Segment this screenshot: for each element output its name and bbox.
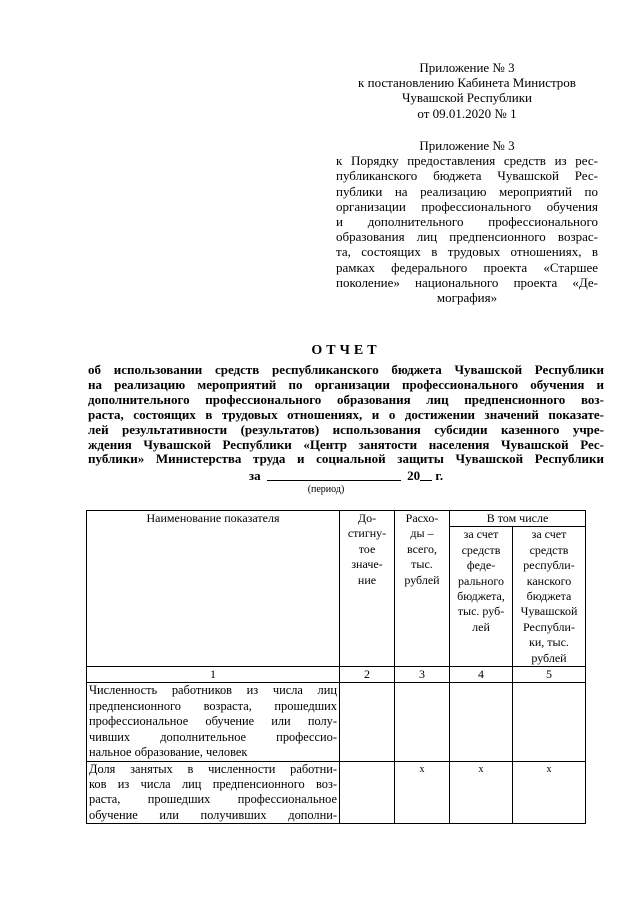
header-line: ние [357, 572, 377, 587]
federal-cell [450, 683, 513, 761]
appendix-resolution-line: к постановлению Кабинета Министров [358, 75, 576, 91]
report-title-block [88, 343, 604, 495]
header-line: лей [472, 619, 490, 634]
indicator-name-line: нальное образование, человек [89, 745, 248, 760]
report-subtitle-line: об использовании средств республиканского бюджета Чувашской Республики [88, 362, 604, 377]
indicator-name-cell [87, 761, 340, 824]
indicator-name-line: ков из числа лиц предпенсионного воз- [89, 776, 337, 791]
header-federal-budget [450, 527, 513, 667]
appendix-number: Приложение № 3 [419, 60, 515, 75]
header-line: бюджета [526, 589, 572, 604]
appendix-procedure-line: публиканского бюджета Чувашской Рес- [336, 168, 598, 184]
appendix-procedure-number: Приложение № 3 [419, 138, 515, 153]
report-table [86, 510, 586, 824]
appendix-procedure-text [336, 153, 598, 305]
republic-cell [513, 683, 586, 761]
appendix-procedure-line: и дополнительного профессионального [336, 214, 598, 230]
header-line: канского [526, 573, 572, 588]
federal-cell: x [450, 761, 513, 824]
indicator-name-cell [87, 683, 340, 761]
header-line: Республи- [523, 619, 575, 634]
header-line: средств [461, 542, 501, 557]
header-line: феде- [466, 558, 496, 573]
header-total-expenses [395, 511, 450, 667]
period-year-blank [420, 468, 432, 481]
header-line: Расхо- [405, 511, 439, 525]
appendix-procedure-line: та, состоящих в трудовых отношениях, в [336, 244, 598, 260]
expenses-cell [395, 683, 450, 761]
period-suffix: г. [435, 468, 444, 484]
report-subtitle-line: публики» Министерства труда и социальной защиты Чувашской Республики [88, 451, 604, 467]
header-line: рублей [404, 572, 440, 587]
header-line: стигну- [347, 526, 387, 541]
table-row [87, 683, 586, 761]
report-subtitle-line: раста, состоящих в трудовых отношениях, и о достижении значений показате- [88, 406, 604, 422]
period-caption: (период) [307, 484, 345, 496]
table-row [87, 761, 586, 824]
appendix-date-line: от 09.01.2020 № 1 [417, 105, 517, 121]
table-column-numbers-row [87, 667, 586, 683]
appendix-procedure-line: рамках федерального проекта «Старшее [336, 259, 598, 275]
header-line: ды – [410, 526, 434, 541]
appendix-procedure-line: публики на реализацию мероприятий по [336, 183, 598, 199]
column-number: 3 [395, 667, 450, 683]
header-achieved-value [340, 511, 395, 667]
indicator-name-line: чивших дополнительное профессио- [89, 729, 337, 744]
indicator-name-line: раста, прошедших профессиональное [89, 792, 337, 807]
header-line: Чувашской [520, 604, 578, 619]
header-line: бюджета, [457, 589, 505, 604]
report-subtitle-line: лей результативности (результатов) использования субсидии казенного учре- [88, 421, 604, 437]
header-line: за счет [531, 527, 567, 542]
appendix-procedure-line: мография» [436, 290, 498, 306]
column-number: 2 [340, 667, 395, 683]
header-line: средств [529, 542, 569, 557]
report-subtitle [88, 363, 604, 467]
period-prefix: за [248, 468, 261, 484]
header-line: рублей [531, 650, 567, 665]
period-blank [267, 468, 401, 481]
column-number: 5 [513, 667, 586, 683]
appendix-to-resolution [336, 60, 598, 121]
report-title: ОТЧЕТ [311, 343, 381, 358]
header-including: В том числе [450, 511, 586, 527]
header-line: тыс. руб- [457, 604, 505, 619]
expenses-cell: x [395, 761, 450, 824]
achieved-cell [340, 761, 395, 824]
header-line: тое [358, 541, 376, 556]
header-line: рального [458, 573, 504, 588]
appendix-procedure-line: образования лиц предпенсионного возрас- [336, 229, 598, 245]
indicator-name-line: Численность работников из числа лиц [89, 683, 337, 698]
header-line: за счет [463, 527, 499, 542]
appendix-republic-line: Чувашской Республики [401, 90, 533, 106]
header-line: республи- [523, 558, 575, 573]
report-subtitle-line: ждения Чувашской Республики «Центр занятости населения Чувашской Рес- [88, 436, 604, 452]
appendix-procedure-line: к Порядку предоставления средств из рес- [336, 153, 598, 169]
header-republic-budget [513, 527, 586, 667]
header-line: тыс. [411, 557, 433, 572]
table-header-row [87, 511, 586, 527]
indicator-name-line: профессиональное обучение или полу- [89, 714, 337, 729]
header-line: всего, [406, 541, 438, 556]
appendix-procedure-line: организации профессионального обучения [336, 198, 598, 214]
indicator-name-line: обучение или получивших дополни- [89, 807, 337, 822]
appendix-procedure-line: поколение» национального проекта «Де- [336, 274, 598, 290]
period-year: 20 [407, 468, 421, 484]
header-line: значе- [351, 557, 383, 572]
header-line: До- [357, 511, 377, 525]
column-number: 4 [450, 667, 513, 683]
republic-cell: x [513, 761, 586, 824]
indicator-name-line: предпенсионного возраста, прошедших [89, 698, 337, 713]
report-subtitle-line: на реализацию мероприятий по организации профессионального обучения и [88, 376, 604, 392]
header-line: ки, тыс. [529, 635, 569, 650]
header-indicator-name: Наименование показателя [87, 511, 340, 667]
appendix-to-procedure [336, 138, 598, 305]
report-subtitle-line: дополнительного профессионального образования лиц предпенсионного воз- [88, 391, 604, 407]
report-period-line [88, 468, 604, 484]
indicator-name-line: Доля занятых в численности работни- [89, 761, 337, 776]
achieved-cell [340, 683, 395, 761]
column-number: 1 [87, 667, 340, 683]
